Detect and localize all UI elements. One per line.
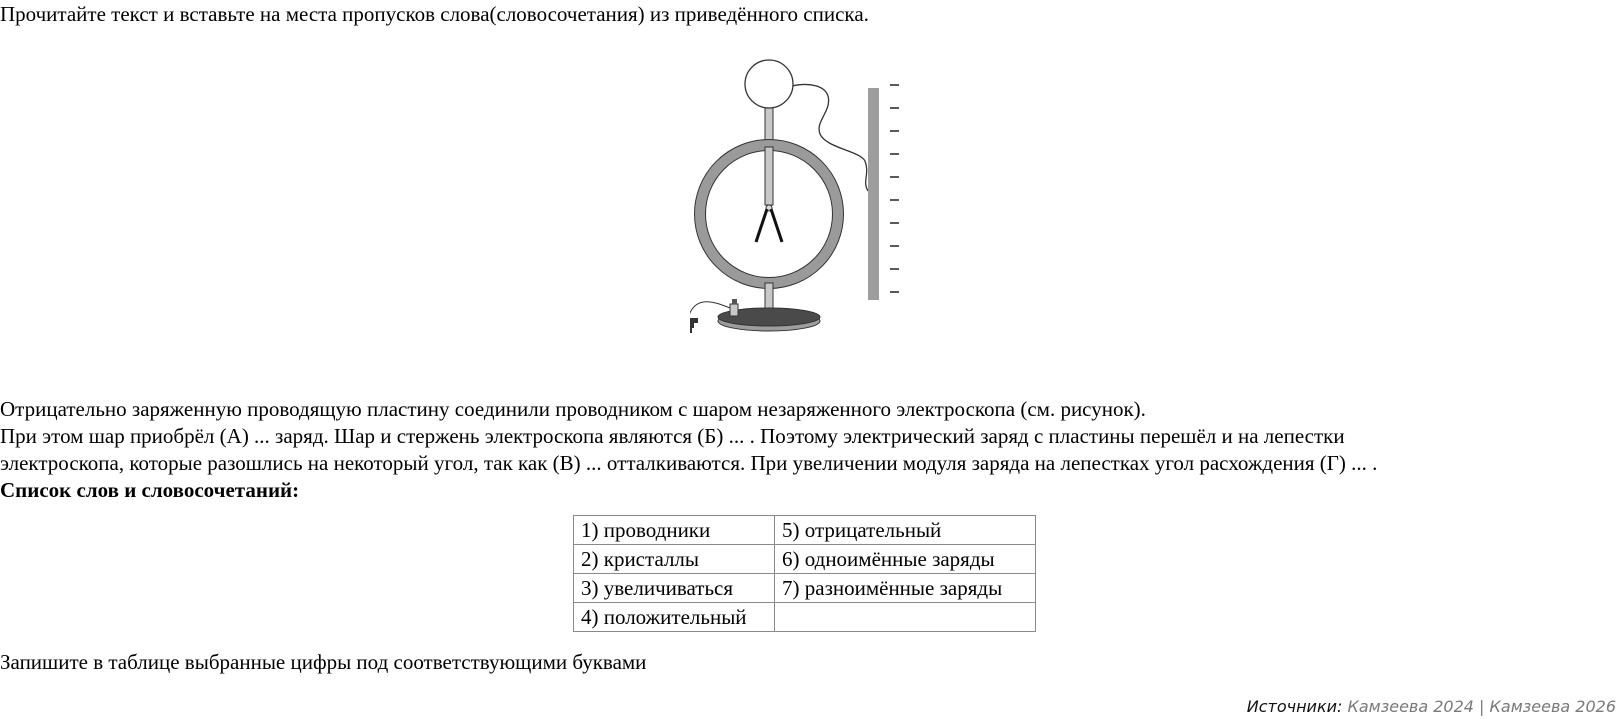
electroscope-figure: [690, 56, 950, 356]
empty-cell: [775, 603, 1036, 632]
leaf-right: [771, 209, 782, 242]
ground-plug: [690, 318, 698, 323]
table-row: [574, 603, 1036, 632]
sources-line: [1247, 697, 1616, 717]
electroscope-rod: [765, 147, 773, 205]
word-option: 2) кристаллы: [574, 545, 775, 574]
word-option: 1) проводники: [574, 516, 775, 545]
paragraph-line-3: электроскопа, которые разошлись на некоторый угол, так как (В) ... отталкиваются. При увеличении модуля заряда на лепестках угол расхождения (Г) ... .: [0, 451, 1378, 475]
charged-plate: [868, 88, 879, 300]
answer-instruction: Запишите в таблице выбранные цифры под соответствующими буквами: [0, 650, 647, 674]
task-intro: Прочитайте текст и вставьте на места пропусков слова(словосочетания) из приведённого списка.: [0, 2, 869, 26]
electroscope-ball: [745, 60, 793, 108]
sources-label: Источники:: [1246, 697, 1343, 716]
table-row: [574, 545, 1036, 574]
word-option: 5) отрицательный: [775, 516, 1036, 545]
word-option: 6) одноимённые заряды: [775, 545, 1036, 574]
scale-ticks: [890, 85, 899, 292]
paragraph-line-1: Отрицательно заряженную проводящую пластину соединили проводником с шаром незаряженного электроскопа (см. рисунок).: [0, 397, 1146, 421]
word-option: 3) увеличиваться: [574, 574, 775, 603]
table-row: [574, 574, 1036, 603]
sources-links[interactable]: Камзеева 2024 | Камзеева 2026: [1347, 697, 1616, 716]
word-option: 7) разноимённые заряды: [775, 574, 1036, 603]
paragraph-line-2: При этом шар приобрёл (А) ... заряд. Шар и стержень электроскопа являются (Б) ... . Поэтому электрический заряд с пластины перешёл и на лепестки: [0, 424, 1345, 448]
word-list-title: Список слов и словосочетаний:: [0, 478, 300, 502]
table-row: [574, 516, 1036, 545]
ground-terminal: [730, 304, 738, 316]
electroscope-diagram: [690, 56, 950, 356]
word-list-table: [573, 515, 1036, 632]
leaf-left: [756, 209, 767, 242]
word-option: 4) положительный: [574, 603, 775, 632]
